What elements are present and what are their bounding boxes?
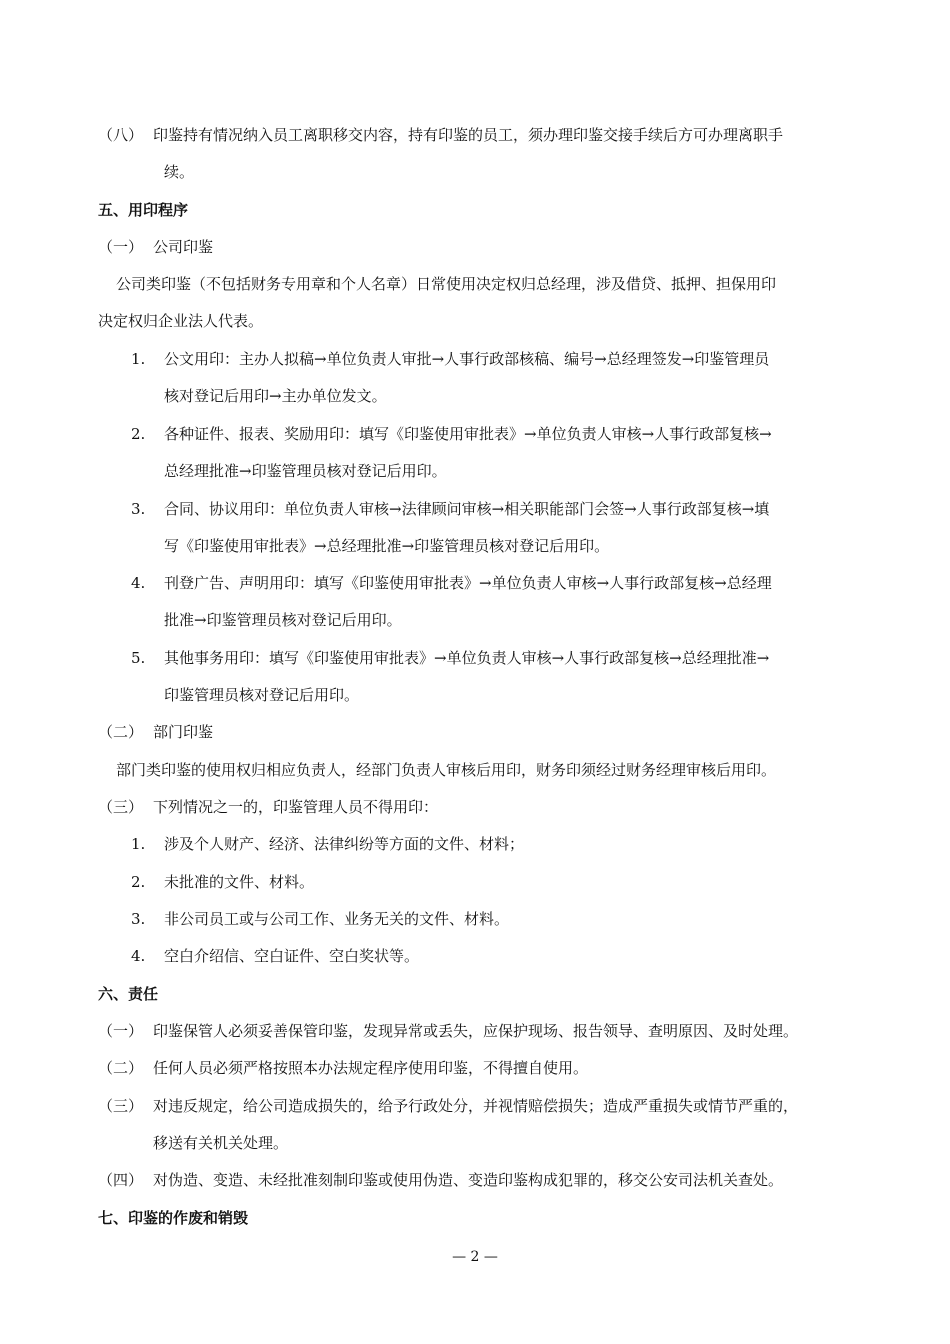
item-marker: （二） bbox=[98, 723, 144, 741]
item-marker: （三） bbox=[98, 1097, 144, 1115]
list-number: 3. bbox=[131, 500, 146, 518]
paragraph-line: 部门类印鉴的使用权归相应负责人，经部门负责人审核后用印，财务印须经过财务经理审核后用印。 bbox=[116, 761, 777, 779]
subsection-title: 下列情况之一的，印鉴管理人员不得用印： bbox=[153, 798, 439, 816]
list-number: 4. bbox=[131, 947, 146, 965]
list-item-line: 非公司员工或与公司工作、业务无关的文件、材料。 bbox=[164, 910, 510, 928]
section-heading: 六、责任 bbox=[98, 985, 159, 1003]
paragraph-line: 印鉴持有情况纳入员工离职移交内容，持有印鉴的员工，须办理印鉴交接手续后方可办理离职手 bbox=[153, 126, 784, 144]
item-marker: （二） bbox=[98, 1059, 144, 1077]
list-item-line: 总经理批准→印鉴管理员核对登记后用印。 bbox=[164, 462, 447, 480]
list-item-line: 涉及个人财产、经济、法律纠纷等方面的文件、材料； bbox=[164, 835, 525, 853]
paragraph-line: 对违反规定，给公司造成损失的，给予行政处分，并视情赔偿损失；造成严重损失或情节严重的， bbox=[153, 1097, 799, 1115]
item-marker: （四） bbox=[98, 1171, 144, 1189]
list-number: 1. bbox=[131, 350, 146, 368]
list-item-line: 写《印鉴使用审批表》→总经理批准→印鉴管理员核对登记后用印。 bbox=[164, 537, 610, 555]
paragraph-line: 公司类印鉴（不包括财务专用章和个人名章）日常使用决定权归总经理，涉及借贷、抵押、担保用印 bbox=[116, 275, 777, 293]
list-number: 5. bbox=[131, 649, 146, 667]
list-item-line: 各种证件、报表、奖励用印：填写《印鉴使用审批表》→单位负责人审核→人事行政部复核→ bbox=[164, 425, 772, 443]
paragraph-line: 印鉴保管人必须妥善保管印鉴，发现异常或丢失，应保护现场、报告领导、查明原因、及时处理。 bbox=[153, 1022, 799, 1040]
list-item-line: 其他事务用印：填写《印鉴使用审批表》→单位负责人审核→人事行政部复核→总经理批准→ bbox=[164, 649, 770, 667]
list-item-line: 印鉴管理员核对登记后用印。 bbox=[164, 686, 360, 704]
paragraph-line: 对伪造、变造、未经批准刻制印鉴或使用伪造、变造印鉴构成犯罪的，移交公安司法机关查处。 bbox=[153, 1171, 784, 1189]
subsection-title: 公司印鉴 bbox=[153, 238, 214, 256]
paragraph-line: 续。 bbox=[164, 163, 195, 181]
subsection-title: 部门印鉴 bbox=[153, 723, 214, 741]
section-heading: 七、印鉴的作废和销毁 bbox=[98, 1209, 249, 1227]
list-item-line: 批准→印鉴管理员核对登记后用印。 bbox=[164, 611, 402, 629]
list-item-line: 空白介绍信、空白证件、空白奖状等。 bbox=[164, 947, 420, 965]
list-number: 2. bbox=[131, 425, 146, 443]
list-item-line: 合同、协议用印：单位负责人审核→法律顾问审核→相关职能部门会签→人事行政部复核→填 bbox=[164, 500, 770, 518]
list-item-line: 未批准的文件、材料。 bbox=[164, 873, 315, 891]
list-number: 3. bbox=[131, 910, 146, 928]
item-marker: （一） bbox=[98, 1022, 144, 1040]
paragraph-line: 移送有关机关处理。 bbox=[153, 1134, 289, 1152]
item-marker: （三） bbox=[98, 798, 144, 816]
list-item-line: 公文用印：主办人拟稿→单位负责人审批→人事行政部核稿、编号→总经理签发→印鉴管理员 bbox=[164, 350, 770, 368]
list-number: 2. bbox=[131, 873, 146, 891]
list-number: 4. bbox=[131, 574, 146, 592]
list-item-line: 刊登广告、声明用印：填写《印鉴使用审批表》→单位负责人审核→人事行政部复核→总经理 bbox=[164, 574, 772, 592]
item-marker: （八） bbox=[98, 126, 144, 144]
paragraph-line: 决定权归企业法人代表。 bbox=[98, 312, 264, 330]
page-number: — 2 — bbox=[452, 1249, 498, 1265]
item-marker: （一） bbox=[98, 238, 144, 256]
section-heading: 五、用印程序 bbox=[98, 201, 189, 219]
list-number: 1. bbox=[131, 835, 146, 853]
paragraph-line: 任何人员必须严格按照本办法规定程序使用印鉴，不得擅自使用。 bbox=[153, 1059, 589, 1077]
list-item-line: 核对登记后用印→主办单位发文。 bbox=[164, 387, 387, 405]
